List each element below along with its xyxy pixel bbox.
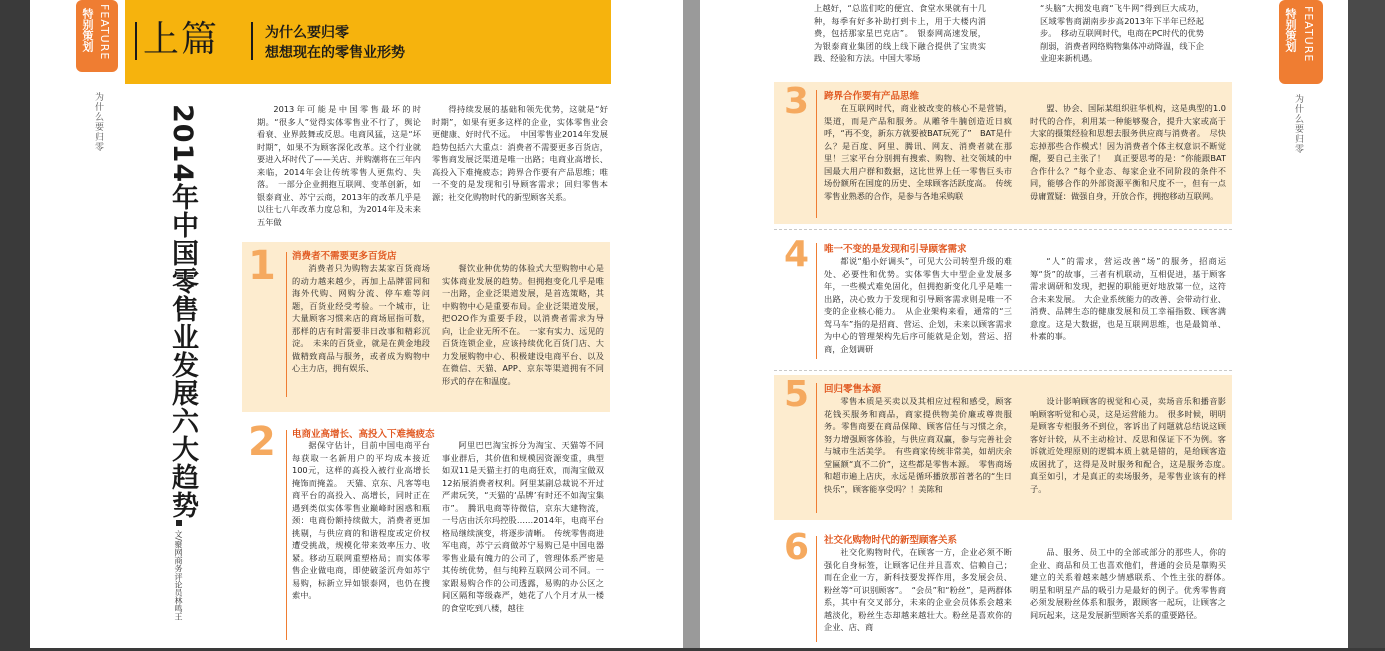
top-column-2: “头脑”大拥发电商“飞牛网”得到巨大成功，区域零售商湖南步步高2013年下半年已经起步。 移动互联网时代，电商在PC时代的优势削弱，消费者网络购物集体冲动降温，线下企业迎来新机遇。 xyxy=(1040,3,1204,63)
section-number: 1 xyxy=(248,243,276,289)
section-4-column-2: “人”的需求，营运改善“场”的服务，招商运筹“货”的故事，三者有机联动，互相促进，基于顾客需求调研和发现，把握的职能更好地放第一位，这符合未来发展。 大企业系统能力的改善、会带动行业、消费、品牌生态的健康发展和员工幸福指数、顾客满意度。这是大数据，也是互联网思维，也是最简单、朴素的事。 xyxy=(1030,256,1226,341)
trend-section-1 xyxy=(242,242,610,412)
chapter-banner xyxy=(125,0,611,84)
section-side-label: 为什么要归零 xyxy=(1293,94,1303,154)
section-1-column-1: 消费者只为购物去某家百货商场的动力越来越少，再加上品牌雷同和海外代购、网购分流、停车难等问题，百货业经受考验。一个城市，让大量顾客习惯来店的商场屈指可数，那样的店有时需要非日改事和精彩沉淀。 未来的百货业，就是在黄金地段做精致商品与服务，或者成为购物中心主力店，拥有娱乐、 xyxy=(292,263,430,373)
trend-section-6 xyxy=(774,527,1235,648)
section-3-column-1: 在互联网时代，商业被改变的核心不是营销，渠道，而是产品和服务。从雕爷牛腩创造近日疯呼，“再不变，新东方就要被BAT玩死了” BAT是什么？是百度、阿里、腾讯、网友、消费者就在那里！三家平台分别拥有搜索、购物、社交领域的中国最大用户群和数据，这比世界上任一零售巨头市场份额所在国度的历史、全球顾客活跃度高。 传统零售业熟悉的合作，是参与各地采购联 xyxy=(824,103,1012,201)
section-4-column-1: 都说“船小好调头”，可见大公司转型升级的难处、必要性和优势。实体零售大中型企业发展多年，一些模式难免固化，但拥抱新变化几乎是唯一出路，决心致力于发现和引导顾客需求则是唯一不变的企业核心能力。 从企业架构来看，通常的“三驾马车”指的是招商、营运、企划，未来以顾客需求为中心的管理架构先后序可能就是企划，营运、招商，企划调研 xyxy=(824,256,1012,354)
feature-tab xyxy=(76,0,118,72)
section-heading: 消费者不需要更多百货店 xyxy=(292,251,397,262)
intro-column-1: 2013年可能是中国零售最坏的时期。“很多人”觉得实体零售业不行了，舆论看衰、业界鼓舞或反思。电商风猛，这是“坏时期”，如果不为顾客深化改革。这个行业就要进入坏时代了——关店、并购潮将在三年内来临，2014年会让传统零售人更焦灼、失落。 一部分企业拥抱互联网、变革创新，如银泰商业、苏宁云商，2013年的改革几乎是以往七八年改革力度总和，为2014年及未来五年做 xyxy=(257,104,421,227)
section-number: 4 xyxy=(784,234,810,275)
article-author: 文/聚网商务评论员林鸣王 xyxy=(174,530,183,621)
section-6-column-1: 社交化购物时代，在顾客一方，企业必须不断强化自身标签，让顾客记住并且喜欢、信赖自己；而在企业一方，新科技要发挥作用，多发展会员、粉丝等“可识别顾客”。 “会员”和“粉丝”，是两群体系，其中有交叉部分，未来的企业会员体系会越来越淡化，粉丝生态却越来越壮大。粉丝是喜欢你的企业、店、商 xyxy=(824,547,1012,632)
section-5-column-2: 设计影响顾客的视觉和心灵，卖场音乐和播音影响顾客听觉和心灵，这是运营能力。 很多时候，明明是顾客专柜服务不到位，客诉出了问题就总结说这顾客好计较，从不主动检讨、反思和保证下不为例。客诉就近处理原则的逻辑本质上就是错的，是给顾客造成困扰了，这得是及时服务和配合，这是服务态度。 真至如引，才是真正的卖场服务，是零售业该有的样子。 xyxy=(1030,396,1235,494)
author-marker xyxy=(176,520,182,526)
chapter-part: 上篇 xyxy=(143,19,220,60)
section-heading: 电商业高增长、高投入下难掩疲态 xyxy=(292,429,435,440)
chapter-subtitle-line2: 想想现在的零售业形势 xyxy=(265,45,405,61)
section-number: 3 xyxy=(784,81,810,122)
right-page xyxy=(700,0,1348,648)
chapter-subtitle xyxy=(265,23,405,63)
feature-tab-english: FEATURE xyxy=(98,4,111,61)
section-heading: 唯一不变的是发现和引导顾客需求 xyxy=(824,244,967,255)
page-edge xyxy=(1348,0,1385,648)
section-side-label: 为什么要归零 xyxy=(93,92,103,152)
feature-tab-label: 特别策划 xyxy=(81,8,94,52)
section-number: 5 xyxy=(784,374,810,415)
top-column-1: 上越好，“总监们吃的便宜、食堂水果就有十几种，每季有好多补助打到卡上，用于大楼内消费，包括那家星巴克店”。 银泰网高速发展，为银泰商业集团的线上线下融合提供了宝贵实践、经验和方法。中国大零场 xyxy=(814,3,986,63)
section-1-column-2: 餐饮业种优势的体验式大型购物中心是实体商业发展的趋势。但拥抱变化几乎是唯一出路，企业泛渠道发展，是首选策略，其中购物中心是重要布局。企业泛渠道发展，把O2O作为重要手段，以消费者需求为导向，让企业无所不在。 一家有实力、远见的百货连锁企业，应该持续优化百货门店、大力发展购物中心、积极建设电商平台、以及在微信、天猫、APP、京东等渠道拥有不同形式的存在和温度。 xyxy=(442,263,604,386)
trend-section-2 xyxy=(242,419,610,648)
feature-tab-english: FEATURE xyxy=(1302,6,1315,63)
section-6-column-2: 品、服务、员工中的全部或部分的那些人，你的企业、商品和员工也喜欢他们，普通的会员是靠购买建立的关系着越来越少情感联系、个性主张的群体。 明星和明星产品的吸引力是最好的例子。优秀零售商必须发展粉丝体系和服务，跟顾客一起玩，让顾客之间玩起来，这是发展新型顾客关系的重要路径。 xyxy=(1030,547,1235,620)
section-3-column-2: 盟、协会、国际某组织驻华机构，这是典型的1.0时代的合作，利用某一种能够聚合，提升大家或高于大家的摄策经验和思想去服务供应商与消费者。 尽快忘掉那些合作模式！因为消费者个体主权意识不断觉醒，要自己主张了！ 真正要思考的是：“你能跟BAT合作什么？”每个业态、每家企业不同阶段的条件不同，能够合作的外部资源平衡和尺度不一，但有一点毋庸置疑：做强自身，开放合作，拥抱移动互联网。 xyxy=(1030,103,1226,201)
feature-tab xyxy=(1279,0,1323,84)
trend-section-5 xyxy=(774,374,1235,520)
section-heading: 社交化购物时代的新型顾客关系 xyxy=(824,535,958,546)
section-number: 6 xyxy=(784,527,810,568)
chapter-subtitle-line1: 为什么要归零 xyxy=(265,25,349,41)
section-number: 2 xyxy=(248,419,276,465)
article-title: 2014年中国零售业发展六大趋势 xyxy=(167,104,198,520)
trend-section-3 xyxy=(774,82,1232,224)
section-2-column-1: 据保守估计，目前中国电商平台每获取一名新用户的平均成本接近100元，这样的高投入被行业高增长掩饰而掩盖。 天猫、京东、凡客等电商平台的高投入、高增长，同时正在遇到类似实体零售业巅峰时困惑和瓶颈：电商份额持续做大，消费者更加挑剔，与供应商的和谐程度或定价权遭受挑战，规模化带来效率压力、收紧。移动互联网重塑格局；而实体零售企业做电商，即使破釜沉舟如苏宁易购，标新立异如银泰网，也仍在搜索中。 xyxy=(292,440,430,600)
section-2-column-2: 阿里巴巴淘宝拆分为淘宝、天猫等不同事业群后，其价值和规模因资源变重，典型如双11是天猫主打的电商狂欢，而淘宝做双12拓展消费者权利。阿里某副总裁说不开过严肃玩笑，“天猫的‘品牌’有时还不如淘宝集市”。 腾讯电商等待微信，京东大建物流，一号店由沃尔玛控股……2014年，电商平台格局继续演变，将逐步清晰。 传统零售商进军电商，苏宁云商做苏宁易购已是中国电器零售业最有魄力的公司了，管理体系严密是其传统优势，但与纯粹互联网公司不同。一家跟易购合作的公司透露，易购的办公区之间区隔和等级森严，她花了八个月才从一楼的食堂吃到八楼，越往 xyxy=(442,440,604,613)
section-heading: 回归零售本源 xyxy=(824,384,882,395)
section-heading: 跨界合作要有产品思维 xyxy=(824,91,920,102)
intro-column-2: 得持续发展的基础和领先优势，这就是“好时期”，如果有更多这样的企业，实体零售业会更健康、好时代不远。 中国零售业2014年发展趋势包括六大重点：消费者不需要更多百货店，零售商发展泛渠道是唯一出路；电商业高增长、高投入下难掩疲态；跨界合作要有产品思维；唯一不变的是发现和引导顾客需求；回归零售本源；社交化购物时代的新型顾客关系。 xyxy=(432,104,608,202)
left-page xyxy=(30,0,683,648)
page-gutter xyxy=(683,0,700,648)
section-5-column-1: 零售本质是买卖以及其相应过程和感受，顾客花钱买服务和商品，商家提供物美价廉或尊贵服务。零售商要在商品保障、顾客信任与习惯之余，努力增强顾客体验，与供应商双赢，参与完善社会与城市生活美学。 有些商家传统非常美，如胡庆余堂匾额“真不二价”，这些都是零售本源。 零售商场和超市遍上店庆，永远是循环播放那首著名的“生日快乐”，顾客能享受吗？！美陈和 xyxy=(824,396,1012,494)
trend-section-4 xyxy=(774,235,1232,365)
feature-tab-label: 特别策划 xyxy=(1284,8,1297,52)
